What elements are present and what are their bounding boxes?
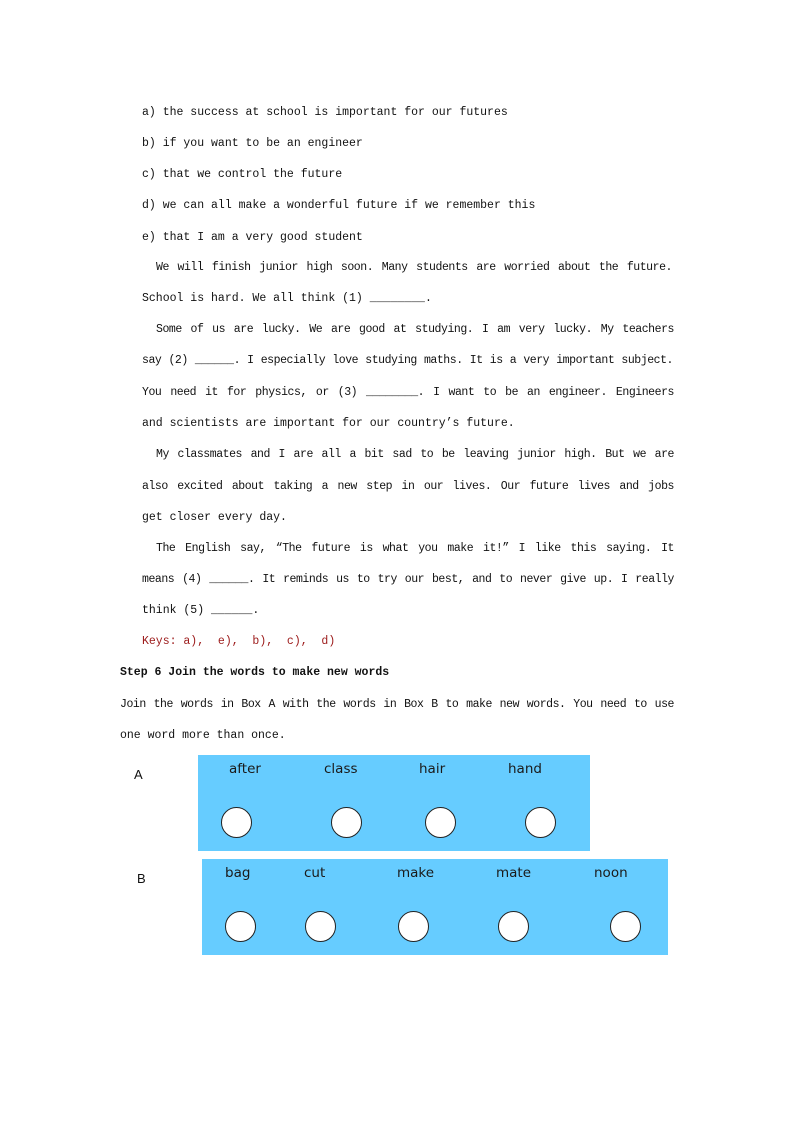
passage-line: and scientists are important for our country’s future.: [142, 417, 515, 430]
connector-circle: [305, 911, 336, 942]
connector-circle: [331, 807, 362, 838]
connector-circle: [221, 807, 252, 838]
passage-line: School is hard. We all think (1) ________.: [142, 292, 432, 305]
answer-keys: Keys: a), e), b), c), d): [142, 635, 336, 648]
passage-line: get closer every day.: [142, 511, 287, 524]
box-b-label: B: [137, 871, 146, 886]
step-instructions: one word more than once.: [120, 729, 286, 742]
option-a: a) the success at school is important for our futures: [142, 106, 508, 119]
connector-circle: [425, 807, 456, 838]
box-a-word: hair: [419, 761, 446, 777]
passage-line: Some of us are lucky. We are good at studying. I am very lucky. My teachers: [156, 323, 674, 336]
box-b-word: cut: [304, 865, 326, 881]
passage-line: means (4) ______. It reminds us to try our best, and to never give up. I really: [142, 573, 674, 586]
passage-line: The English say, “The future is what you make it!” I like this saying. It: [156, 542, 674, 555]
box-b-word: mate: [496, 865, 532, 881]
connector-circle: [225, 911, 256, 942]
passage-line: say (2) ______. I especially love studying maths. It is a very important subject.: [142, 354, 673, 367]
passage-line: also excited about taking a new step in our lives. Our future lives and jobs: [142, 480, 674, 493]
box-b: [202, 859, 668, 955]
passage-line: You need it for physics, or (3) ________. I want to be an engineer. Engineers: [142, 386, 674, 399]
box-a-word: class: [324, 761, 358, 777]
passage-line: My classmates and I are all a bit sad to be leaving junior high. But we are: [156, 448, 674, 461]
box-b-word: make: [397, 865, 435, 881]
passage-line: think (5) ______.: [142, 604, 260, 617]
passage-line: We will finish junior high soon. Many students are worried about the future.: [156, 261, 672, 274]
box-b-word: noon: [594, 865, 628, 881]
connector-circle: [610, 911, 641, 942]
box-a-label: A: [134, 767, 143, 782]
step-instructions: Join the words in Box A with the words in Box B to make new words. You need to use: [120, 698, 674, 711]
connector-circle: [498, 911, 529, 942]
option-c: c) that we control the future: [142, 168, 343, 181]
option-d: d) we can all make a wonderful future if we remember this: [142, 199, 536, 212]
option-b: b) if you want to be an engineer: [142, 137, 363, 150]
connector-circle: [398, 911, 429, 942]
connector-circle: [525, 807, 556, 838]
box-b-word: bag: [225, 865, 251, 881]
box-a-word: after: [229, 761, 261, 777]
box-a: [198, 755, 590, 851]
step-title: Step 6 Join the words to make new words: [120, 666, 390, 679]
box-a-word: hand: [508, 761, 542, 777]
option-e: e) that I am a very good student: [142, 231, 363, 244]
